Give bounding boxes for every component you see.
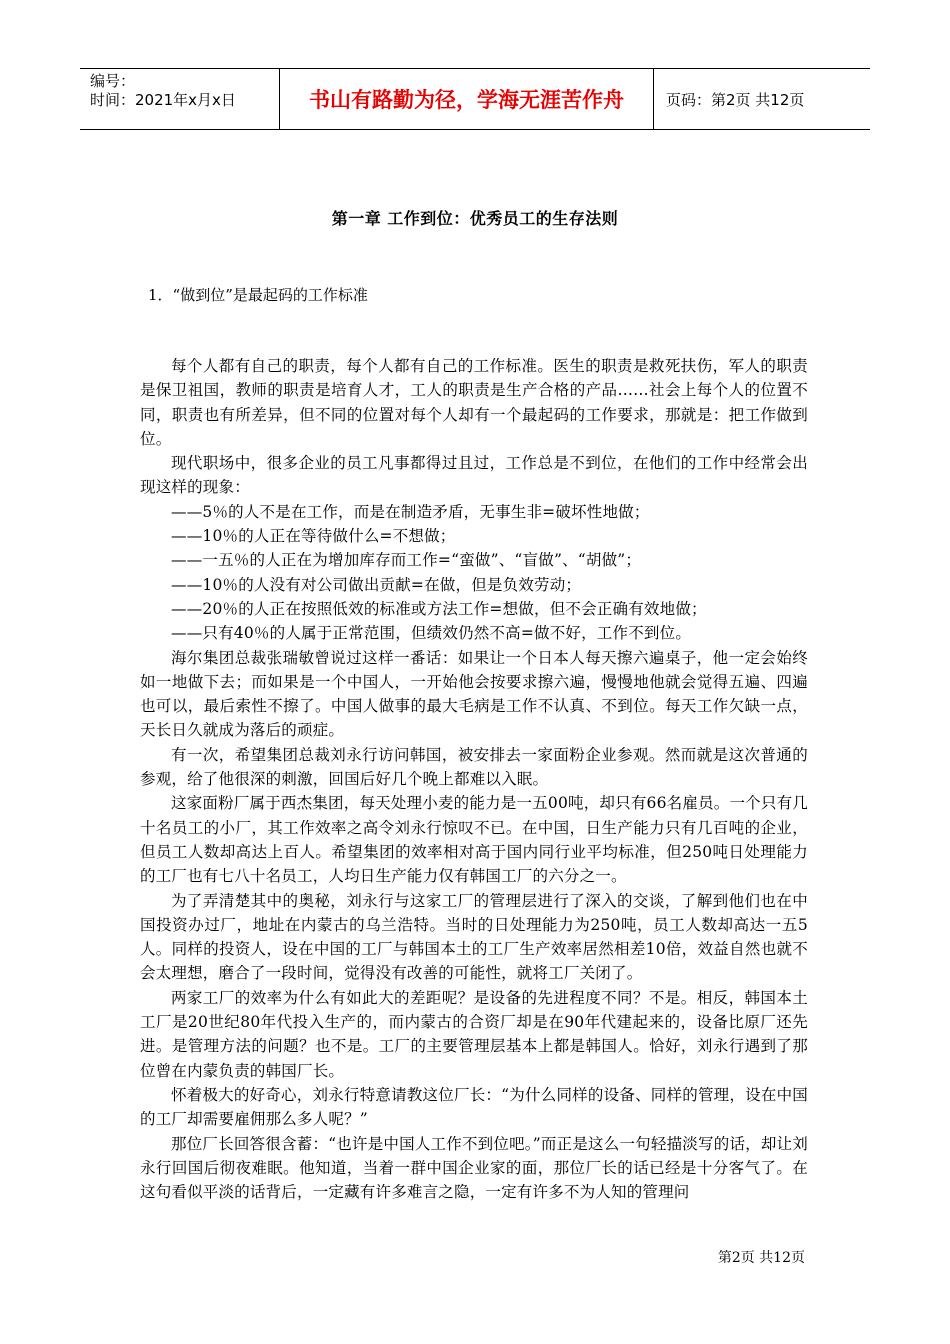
chapter-title: 第一章 工作到位：优秀员工的生存法则 xyxy=(331,209,619,228)
section-heading: 1．“做到位”是最起码的工作标准 xyxy=(148,286,368,304)
paragraph: 两家工厂的效率为什么有如此大的差距呢？是设备的先进程度不同？不是。相反，韩国本土工厂是20世纪80年代投入生产的，而内蒙古的合资厂却是在90年代建起来的，设备比原厂还先进。是管理方法的问题？也不是。工厂的主要管理层基本上都是韩国人。恰好，刘永行遇到了那位曾在内蒙负责的韩国厂长。 xyxy=(140,988,808,1080)
header-page-info: 页码：第2页 共12页 xyxy=(666,90,805,109)
paragraph: 这家面粉厂属于西杰集团，每天处理小麦的能力是一五00吨，却只有66名雇员。一个只有几十名员工的小厂，其工作效率之高令刘永行惊叹不已。在中国，日生产能力只有几百吨的企业，但员工人数却高达上百人。希望集团的效率相对高于国内同行业平均标准，但250吨日处理能力的工厂也有七八十名员工，人均日生产能力仅有韩国工厂的六分之一。 xyxy=(140,794,808,886)
document-time-label: 时间：2021年x月x日 xyxy=(90,91,236,109)
page-header xyxy=(80,68,870,130)
list-item: ——10％的人没有对公司做出贡献=在做，但是负效劳动； xyxy=(171,575,582,594)
document-number-label: 编号： xyxy=(90,72,136,90)
list-item: ——只有40％的人属于正常范围，但绩效仍然不高=做不好，工作不到位。 xyxy=(171,624,692,643)
list-item: ——5％的人不是在工作，而是在制造矛盾，无事生非=破坏性地做； xyxy=(171,502,650,521)
page-footer: 第2页 共12页 xyxy=(717,1250,805,1266)
paragraph: 有一次，希望集团总裁刘永行访问韩国，被安排去一家面粉企业参观。然而就是这次普通的参观，给了他很深的刺激，回国后好几个晚上都难以入眠。 xyxy=(140,745,808,789)
list-item: ——20％的人正在按照低效的标准或方法工作=想做，但不会正确有效地做； xyxy=(171,599,707,618)
header-meta xyxy=(80,69,280,129)
paragraph: 为了弄清楚其中的奥秘，刘永行与这家工厂的管理层进行了深入的交谈，了解到他们也在中国投资办过厂，地址在内蒙古的乌兰浩特。当时的日处理能力为250吨，员工人数却高达一五5人。同样的投资人，设在中国的工厂与韩国本土的工厂生产效率居然相差10倍，效益自然也就不会太理想，磨合了一段时间，觉得没有改善的可能性，就将工厂关闭了。 xyxy=(140,891,808,983)
paragraph: 现代职场中，很多企业的员工凡事都得过且过，工作总是不到位，在他们的工作中经常会出现这样的现象： xyxy=(140,454,808,497)
paragraph: 那位厂长回答很含蓄：“也许是中国人工作不到位吧。”而正是这么一句轻描淡写的话，却让刘永行回国后彻夜难眠。他知道，当着一群中国企业家的面，那位厂长的话已经是十分客气了。在这句看似平淡的话背后，一定藏有许多难言之隐，一定有许多不为人知的管理问 xyxy=(140,1134,808,1202)
paragraph: 海尔集团总裁张瑞敏曾说过这样一番话：如果让一个日本人每天擦六遍桌子，他一定会始终如一地做下去；而如果是一个中国人，一开始他会按要求擦六遍，慢慢地他就会觉得五遍、四遍也可以，最后索性不擦了。中国人做事的最大毛病是工作不认真、不到位。每天工作欠缺一点，天长日久就成为落后的顽症。 xyxy=(140,648,808,740)
list-item: ——10％的人正在等待做什么=不想做； xyxy=(171,527,456,546)
paragraph: 怀着极大的好奇心，刘永行特意请教这位厂长：“为什么同样的设备、同样的管理，设在中国的工厂却需要雇佣那么多人呢？” xyxy=(140,1085,808,1129)
paragraph: 每个人都有自己的职责，每个人都有自己的工作标准。医生的职责是救死扶伤，军人的职责是保卫祖国，教师的职责是培育人才，工人的职责是生产合格的产品……社会上每个人的位置不同，职责也有所差异，但不同的位置对每个人却有一个最起码的工作要求，那就是：把工作做到位。 xyxy=(140,357,808,448)
list-item: ——一五％的人正在为增加库存而工作=“蛮做”、“盲做”、“胡做”； xyxy=(171,551,642,570)
body-text xyxy=(140,354,808,1204)
header-motto: 书山有路勤为径，学海无涯苦作舟 xyxy=(280,69,654,129)
